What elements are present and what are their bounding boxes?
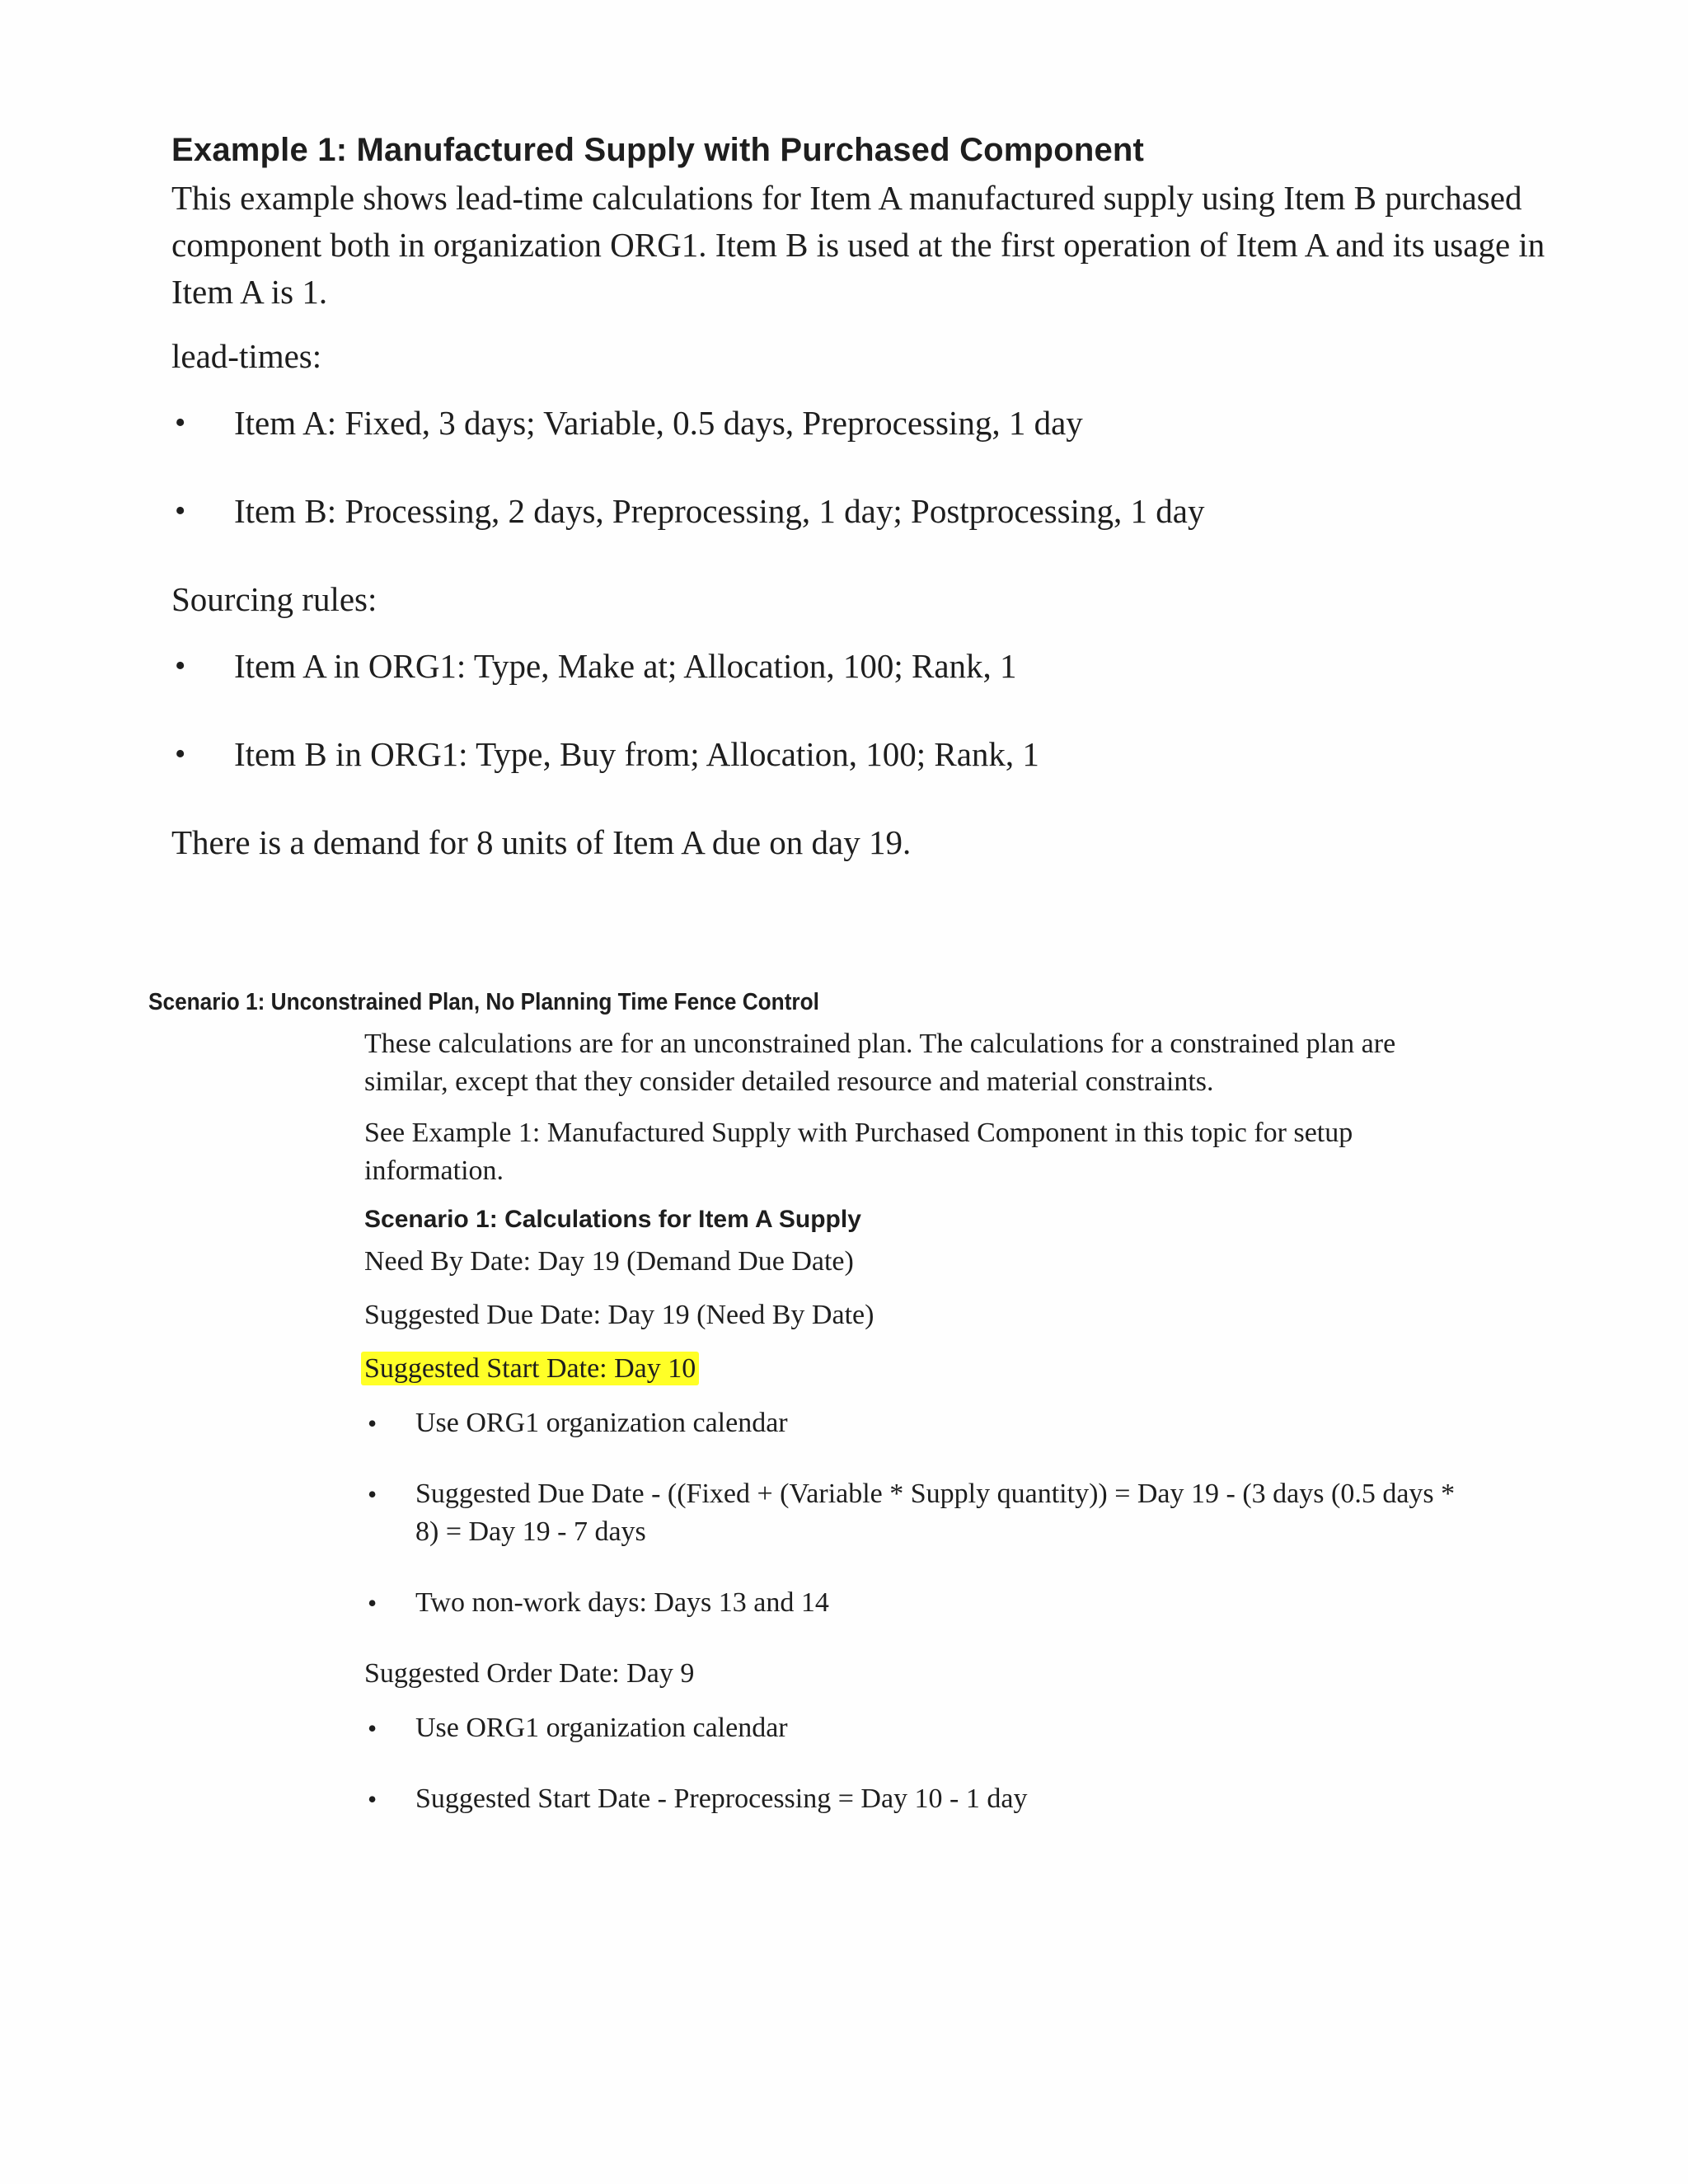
- list-item: [364, 1475, 1469, 1551]
- list-item: [171, 731, 1556, 778]
- list-item: [171, 400, 1556, 447]
- lead-times-list: [171, 400, 1556, 535]
- suggested-start-date-highlight: Suggested Start Date: Day 10: [361, 1352, 699, 1385]
- list-item: [364, 1404, 1469, 1442]
- bullet-icon: •: [175, 494, 186, 528]
- lead-times-label: lead-times:: [171, 337, 322, 375]
- list-item-text: Two non-work days: Days 13 and 14: [415, 1587, 829, 1618]
- need-by-date: Need By Date: Day 19 (Demand Due Date): [364, 1246, 854, 1277]
- sourcing-label: Sourcing rules:: [171, 580, 377, 618]
- scenario-section: [364, 1025, 1469, 1818]
- bullet-icon: •: [368, 1479, 377, 1509]
- demand-text: There is a demand for 8 units of Item A due on day 19.: [171, 823, 912, 861]
- list-item-text: Item B in ORG1: Type, Buy from; Allocation, 100; Rank, 1: [234, 735, 1039, 773]
- list-item-text: Suggested Due Date - ((Fixed + (Variable * Supply quantity)) = Day 19 - (3 days (0.5 days * 8) = Day 19 - 7 days: [415, 1479, 1456, 1547]
- list-item: [364, 1709, 1469, 1747]
- sourcing-rules-list: [171, 643, 1556, 778]
- scenario-title: Scenario 1: Unconstrained Plan, No Planning Time Fence Control: [148, 989, 819, 1015]
- example-heading: Example 1: Manufactured Supply with Purchased Component: [171, 132, 1145, 168]
- list-item-text: Use ORG1 organization calendar: [415, 1408, 788, 1438]
- list-item: [364, 1584, 1469, 1622]
- bullet-icon: •: [368, 1784, 377, 1814]
- example-intro: This example shows lead-time calculations for Item A manufactured supply using Item B purchased component both in organization ORG1. Item B is used at the first operation of Item A and its usage in Item A is 1.: [171, 179, 1545, 311]
- example-section: [171, 125, 1556, 866]
- list-item-text: Item B: Processing, 2 days, Preprocessing, 1 day; Postprocessing, 1 day: [234, 492, 1205, 530]
- order-date-bullets: [364, 1709, 1469, 1818]
- start-date-bullets: [364, 1404, 1469, 1622]
- list-item: [171, 643, 1556, 690]
- suggested-start-date-line: [364, 1350, 1469, 1388]
- bullet-icon: •: [368, 1408, 377, 1438]
- suggested-order-date: Suggested Order Date: Day 9: [364, 1658, 695, 1689]
- list-item-text: Use ORG1 organization calendar: [415, 1713, 788, 1743]
- list-item-text: Suggested Start Date - Preprocessing = Day 10 - 1 day: [415, 1783, 1028, 1814]
- bullet-icon: •: [175, 737, 186, 771]
- bullet-icon: •: [175, 405, 186, 440]
- list-item-text: Item A: Fixed, 3 days; Variable, 0.5 days, Preprocessing, 1 day: [234, 404, 1083, 442]
- list-item: [364, 1780, 1469, 1818]
- list-item: [171, 488, 1556, 535]
- scenario-para-1: These calculations are for an unconstrained plan. The calculations for a constrained plan are similar, except that they consider detailed resource and material constraints.: [364, 1029, 1396, 1097]
- bullet-icon: •: [368, 1713, 377, 1743]
- calculations-subheading: Scenario 1: Calculations for Item A Supply: [364, 1206, 861, 1233]
- scenario-para-2: See Example 1: Manufactured Supply with Purchased Component in this topic for setup information.: [364, 1118, 1353, 1186]
- suggested-due-date: Suggested Due Date: Day 19 (Need By Date): [364, 1300, 874, 1330]
- bullet-icon: •: [175, 649, 186, 683]
- list-item-text: Item A in ORG1: Type, Make at; Allocation, 100; Rank, 1: [234, 647, 1017, 685]
- bullet-icon: •: [368, 1588, 377, 1618]
